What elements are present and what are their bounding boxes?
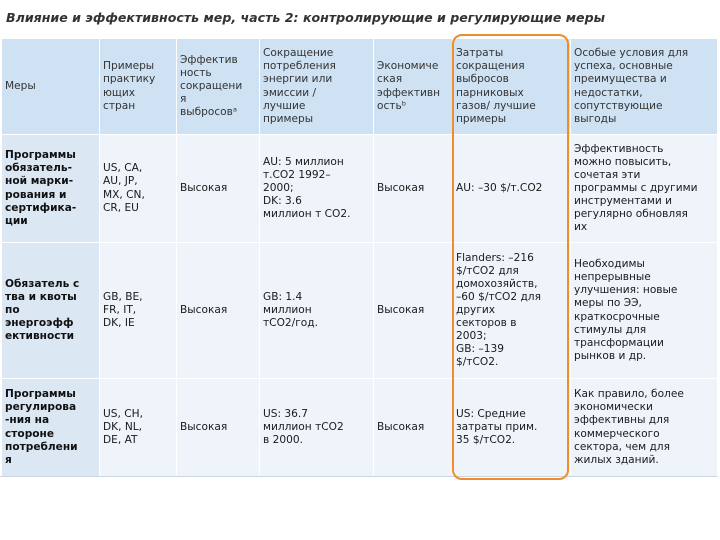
text-line: парниковых <box>456 86 524 99</box>
text-line: регулирова <box>5 401 77 414</box>
text-line: непрерывные <box>574 271 651 284</box>
text-line: GB, BE, <box>103 290 143 303</box>
text-line: Затраты <box>456 47 504 60</box>
text-line: US: 36.7 <box>263 407 309 420</box>
page-title: Влияние и эффективность мер, часть 2: контролирующие и регулирующие меры <box>6 10 605 25</box>
text-line: сертифика- <box>5 201 77 214</box>
text-line: т.CO2 1992– <box>263 168 331 181</box>
economic-cell: Высокая <box>374 135 453 243</box>
text-line: выгоды <box>574 112 617 125</box>
text-line: –60 $/тCO2 для <box>456 290 541 303</box>
text-line: эмиссии / <box>263 86 317 99</box>
table-row <box>2 243 718 379</box>
text-line: я <box>5 453 12 466</box>
text-line: GB: 1.4 <box>263 290 303 303</box>
text-line: недостатки, <box>574 86 643 99</box>
text-line: эффективны для <box>574 414 670 427</box>
text-line: энергии или <box>263 73 333 86</box>
text-line: CR, EU <box>103 201 139 214</box>
text-line: потребления <box>263 60 336 73</box>
text-line: миллион <box>263 303 312 316</box>
text-line: улучшения: новые <box>574 284 678 297</box>
table-row <box>2 135 718 243</box>
text-line: Программы <box>5 149 76 162</box>
text-line: GB: –139 <box>456 343 504 356</box>
text-line: можно повысить, <box>574 155 672 168</box>
text-line: Эффективность <box>574 142 664 155</box>
text-line: газов/ лучшие <box>456 99 536 112</box>
text-line: Как правило, более <box>574 388 684 401</box>
text-line: DK: 3.6 <box>263 195 302 207</box>
text-line: DE, AT <box>103 434 138 446</box>
text-line: примеры <box>263 112 314 125</box>
text-line: миллион т CO2. <box>263 208 351 221</box>
text-line: 2003; <box>456 330 487 343</box>
text-line: Особые условия для <box>574 47 689 60</box>
countries-cell <box>100 379 177 477</box>
text-line: FR, IT, <box>103 303 137 316</box>
table-bottom-rule <box>0 476 718 477</box>
header-success-conditions <box>571 39 718 135</box>
cost-cell <box>453 135 571 243</box>
text-line: сопутствующие <box>574 99 663 112</box>
text-line: Экономиче <box>377 60 439 73</box>
text-line: выбросов <box>456 73 509 86</box>
text-line: Flanders: –216 <box>456 251 534 264</box>
text-line: DK, NL, <box>103 420 143 433</box>
header-energy-reduction <box>260 39 374 135</box>
text-line: US, CA, <box>103 162 143 175</box>
measure-name <box>2 243 100 379</box>
header-emission-effectiveness <box>177 39 260 135</box>
text-line: Программы <box>5 388 76 401</box>
text-line: Необходимы <box>574 258 645 271</box>
text-line: трансформации <box>574 336 664 349</box>
text-line: сокращени <box>180 79 243 92</box>
text-line: ной марки- <box>5 175 74 188</box>
text-line: стороне <box>5 427 55 440</box>
text-line: ции <box>5 214 28 227</box>
text-line: я <box>180 93 187 105</box>
header-abatement-costs <box>453 39 571 135</box>
table-row <box>2 379 718 477</box>
text-line: Эффектив <box>180 53 238 66</box>
text-line: US, CH, <box>103 407 143 420</box>
header-measures: Меры <box>2 39 100 135</box>
text-line: эффективн <box>377 86 441 99</box>
text-line: ющих <box>103 86 136 99</box>
text-line: жилых зданий. <box>574 453 659 466</box>
reduction-cell <box>260 379 374 477</box>
text-line: домохозяйств, <box>456 277 538 290</box>
text-line: меры по ЭЭ, <box>574 297 642 310</box>
text-line: AU: –30 $/т.CO2 <box>456 181 543 194</box>
text-line: ективности <box>5 330 75 343</box>
text-line: экономически <box>574 401 653 414</box>
effectiveness-cell: Высокая <box>177 243 260 379</box>
text-line: рования и <box>5 188 67 201</box>
text-line: тCO2/год. <box>263 317 318 329</box>
effectiveness-cell: Высокая <box>177 379 260 477</box>
text-line: стран <box>103 99 136 112</box>
measure-name <box>2 379 100 477</box>
cost-cell <box>453 379 571 477</box>
text-line: успеха, основные <box>574 60 673 73</box>
text-line: Примеры <box>103 60 155 73</box>
text-line: рынков и др. <box>574 349 647 362</box>
text-line: ность <box>180 66 212 79</box>
economic-cell: Высокая <box>374 379 453 477</box>
text-line: сектора, чем для <box>574 440 670 453</box>
text-line: остьᵇ <box>377 99 407 112</box>
text-line: в 2000. <box>263 434 303 446</box>
reduction-cell <box>260 243 374 379</box>
economic-cell: Высокая <box>374 243 453 379</box>
text-line: -ния на <box>5 414 50 427</box>
text-line: US: Средние <box>456 407 526 420</box>
text-line: миллион тCO2 <box>263 420 344 433</box>
text-line: AU, JP, <box>103 175 138 188</box>
reduction-cell <box>260 135 374 243</box>
text-line: ская <box>377 73 403 86</box>
text-line: $/тCO2. <box>456 356 499 369</box>
text-line: DK, IE <box>103 317 135 329</box>
text-line: примеры <box>456 112 507 125</box>
text-line: сокращения <box>456 60 525 73</box>
text-line: обязатель- <box>5 162 72 175</box>
text-line: затраты прим. <box>456 420 538 433</box>
countries-cell <box>100 135 177 243</box>
cost-cell <box>453 243 571 379</box>
text-line: 2000; <box>263 181 294 194</box>
text-line: секторов в <box>456 317 517 329</box>
measure-name <box>2 135 100 243</box>
text-line: 35 $/тCO2. <box>456 434 516 446</box>
conditions-cell <box>571 135 718 243</box>
text-line: Сокращение <box>263 47 334 60</box>
text-line: лучшие <box>263 99 306 112</box>
text-line: регулярно обновляя <box>574 208 688 221</box>
countries-cell <box>100 243 177 379</box>
text-line: инструментами и <box>574 195 673 207</box>
text-line: программы с другими <box>574 181 698 194</box>
header-economic-efficiency <box>374 39 453 135</box>
text-line: по <box>5 303 20 316</box>
header-row <box>2 39 718 135</box>
effectiveness-cell: Высокая <box>177 135 260 243</box>
text-line: коммерческого <box>574 427 660 440</box>
text-line: Обязатель с <box>5 277 80 290</box>
text-line: потреблени <box>5 440 78 453</box>
text-line: тва и квоты <box>5 290 77 303</box>
text-line: AU: 5 миллион <box>263 155 344 168</box>
text-line: $/тCO2 для <box>456 264 519 277</box>
text-line: выбросовᵃ <box>180 106 238 119</box>
conditions-cell <box>571 243 718 379</box>
text-line: других <box>456 303 496 316</box>
text-line: сочетая эти <box>574 168 641 181</box>
text-line: практику <box>103 73 156 86</box>
header-example-countries <box>100 39 177 135</box>
text-line: преимущества и <box>574 73 667 86</box>
measures-table <box>1 38 718 477</box>
text-line: MX, CN, <box>103 188 145 201</box>
text-line: энергоэфф <box>5 317 74 329</box>
text-line: краткосрочные <box>574 310 660 323</box>
conditions-cell <box>571 379 718 477</box>
text-line: их <box>574 221 588 234</box>
text-line: стимулы для <box>574 323 647 336</box>
